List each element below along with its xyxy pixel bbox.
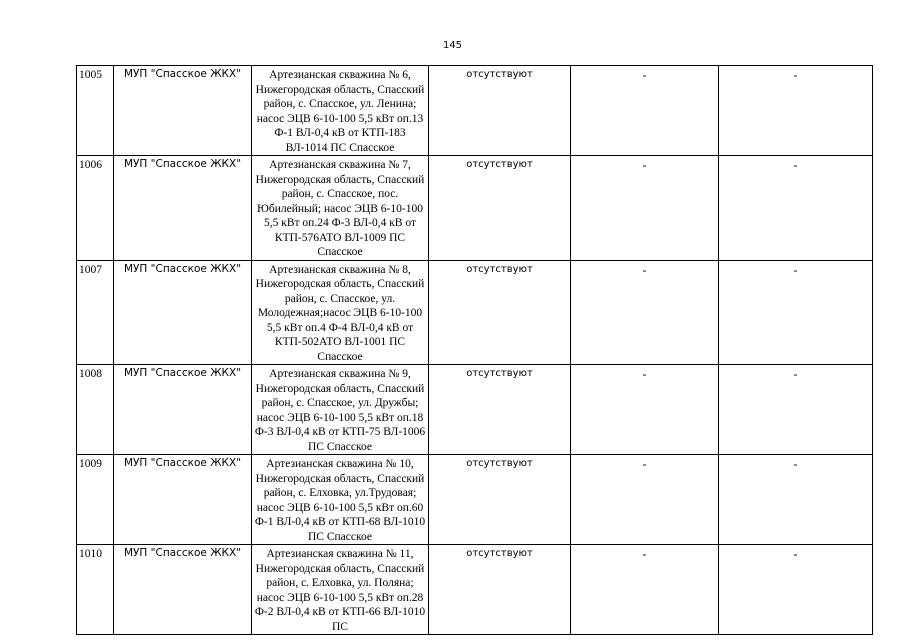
encumbrance-cell: отсутствуют (429, 260, 571, 365)
object-description-cell: Артезианская скважина № 10, Нижегородская область, Спасский район, с. Елховка, ул.Трудовая; насос ЭЦВ 6-10-100 5,5 кВт оп.60 Ф-1 ВЛ-0,4 кВ от КТП-68 ВЛ-1010 ПС Спасское (252, 455, 429, 545)
registry-table (76, 65, 873, 635)
table-row (77, 66, 873, 156)
column-6-cell: - (719, 66, 873, 156)
row-number: 1008 (77, 365, 114, 455)
table-row (77, 260, 873, 365)
organization-cell: МУП "Спасское ЖКХ" (114, 365, 252, 455)
table-row (77, 156, 873, 261)
encumbrance-cell: отсутствуют (429, 66, 571, 156)
table-row (77, 365, 873, 455)
organization-cell: МУП "Спасское ЖКХ" (114, 156, 252, 261)
organization-cell: МУП "Спасское ЖКХ" (114, 260, 252, 365)
table-row (77, 455, 873, 545)
encumbrance-cell: отсутствуют (429, 156, 571, 261)
column-5-cell: - (571, 545, 719, 635)
row-number: 1009 (77, 455, 114, 545)
column-6-cell: - (719, 260, 873, 365)
column-6-cell: - (719, 455, 873, 545)
object-description-cell: Артезианская скважина № 9, Нижегородская область, Спасский район, с. Спасское, ул. Дружбы; насос ЭЦВ 6-10-100 5,5 кВт оп.18 Ф-3 ВЛ-0,4 кВ от КТП-75 ВЛ-1006 ПС Спасское (252, 365, 429, 455)
object-description-cell: Артезианская скважина № 7, Нижегородская область, Спасский район, с. Спасское, пос. Юбилейный; насос ЭЦВ 6-10-100 5,5 кВт оп.24 Ф-3 ВЛ-0,4 кВ от КТП-576АТО ВЛ-1009 ПС Спасское (252, 156, 429, 261)
object-description-cell: Артезианская скважина № 11, Нижегородская область, Спасский район, с. Елховка, ул. Поляна; насос ЭЦВ 6-10-100 5,5 кВт оп.28 Ф-2 ВЛ-0,4 кВ от КТП-66 ВЛ-1010 ПС (252, 545, 429, 635)
organization-cell: МУП "Спасское ЖКХ" (114, 545, 252, 635)
column-5-cell: - (571, 66, 719, 156)
column-6-cell: - (719, 365, 873, 455)
row-number: 1005 (77, 66, 114, 156)
row-number: 1006 (77, 156, 114, 261)
column-5-cell: - (571, 365, 719, 455)
column-6-cell: - (719, 545, 873, 635)
column-5-cell: - (571, 156, 719, 261)
column-6-cell: - (719, 156, 873, 261)
organization-cell: МУП "Спасское ЖКХ" (114, 66, 252, 156)
page-number: 145 (442, 40, 463, 51)
column-5-cell: - (571, 455, 719, 545)
row-number: 1010 (77, 545, 114, 635)
column-5-cell: - (571, 260, 719, 365)
table-row (77, 545, 873, 635)
object-description-cell: Артезианская скважина № 6, Нижегородская область, Спасский район, с. Спасское, ул. Ленина; насос ЭЦВ 6-10-100 5,5 кВт оп.13 Ф-1 ВЛ-0,4 кВ от КТП-183 ВЛ-1014 ПС Спасское (252, 66, 429, 156)
row-number: 1007 (77, 260, 114, 365)
encumbrance-cell: отсутствуют (429, 545, 571, 635)
encumbrance-cell: отсутствуют (429, 365, 571, 455)
encumbrance-cell: отсутствуют (429, 455, 571, 545)
object-description-cell: Артезианская скважина № 8, Нижегородская область, Спасский район, с. Спасское, ул. Молодежная;насос ЭЦВ 6-10-100 5,5 кВт оп.4 Ф-4 ВЛ-0,4 кВ от КТП-502АТО ВЛ-1001 ПС Спасское (252, 260, 429, 365)
organization-cell: МУП "Спасское ЖКХ" (114, 455, 252, 545)
